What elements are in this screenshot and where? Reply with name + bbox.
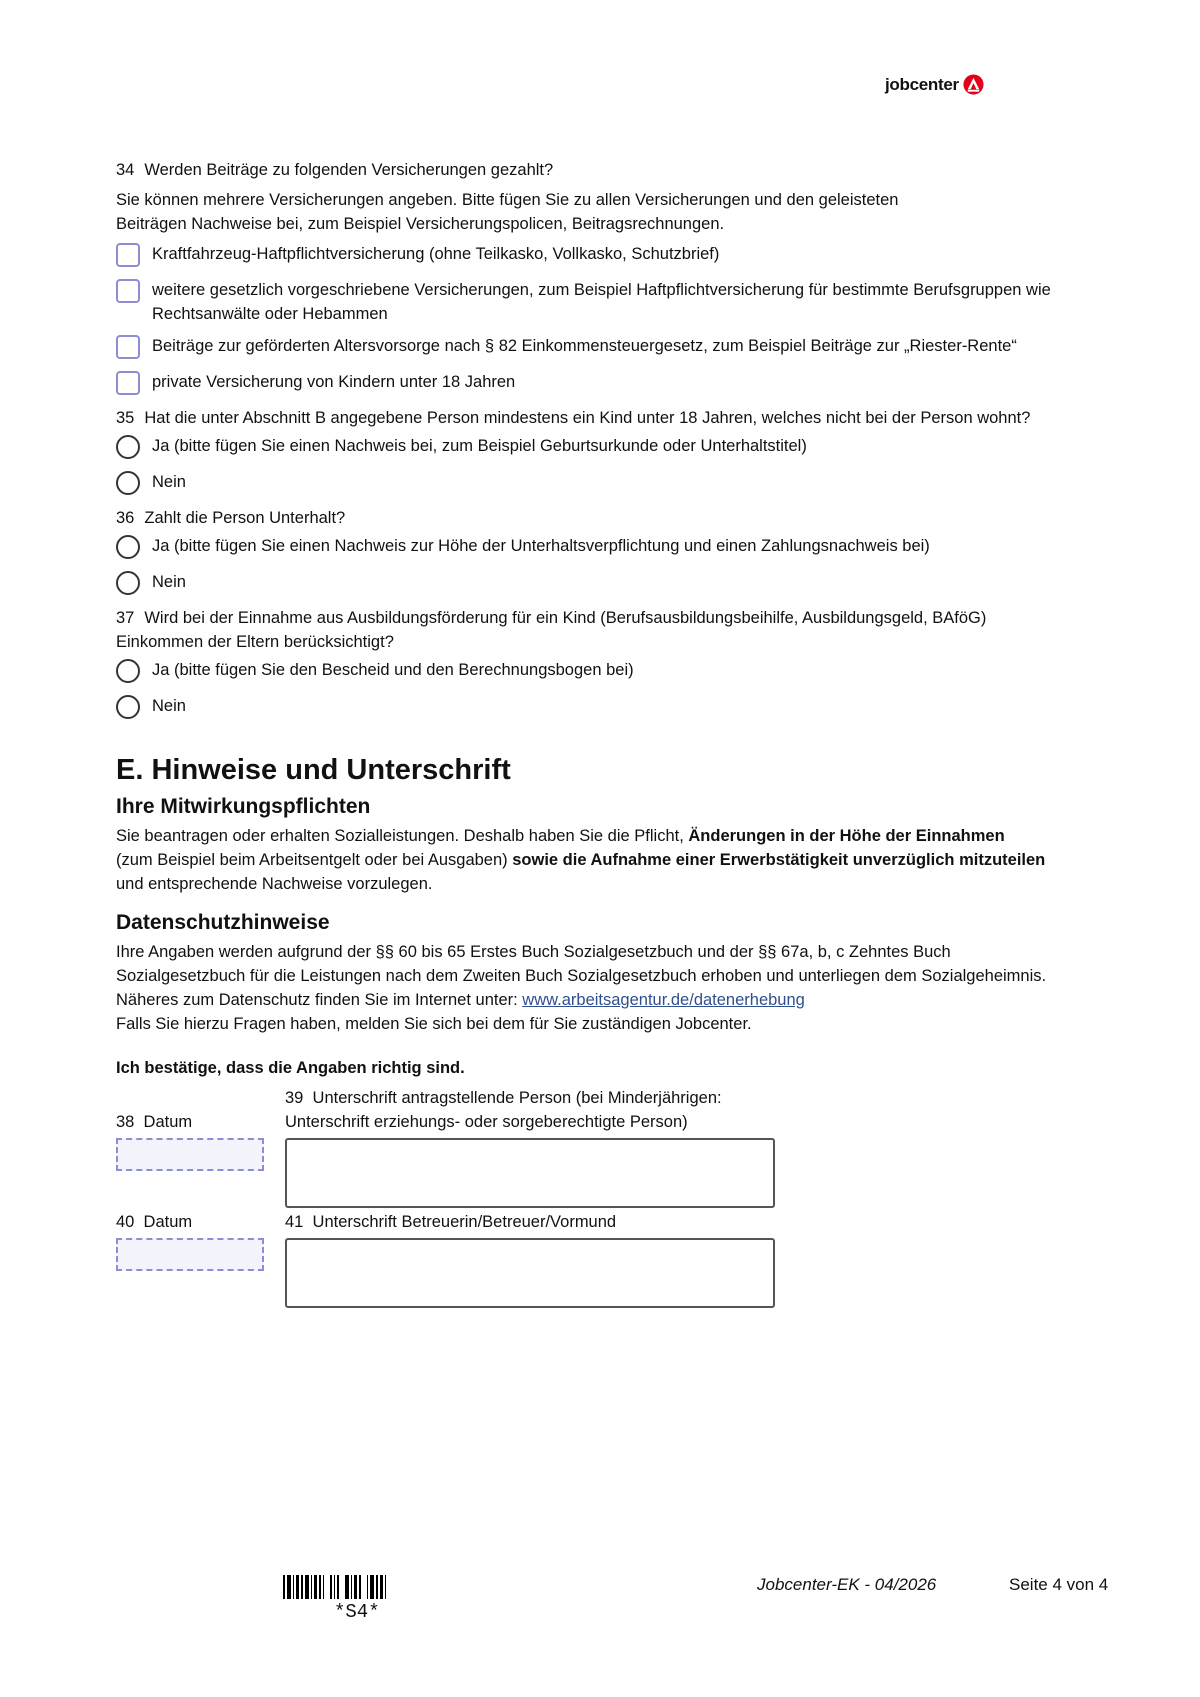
agency-logo-icon — [963, 74, 984, 95]
option-label: weitere gesetzlich vorgeschriebene Versicherungen, zum Beispiel Haftpflichtversicherung für bestimmte Berufsgruppen wie Rechtsanwälte oder Hebammen — [152, 281, 1051, 323]
duties-text-2: (zum Beispiel beim Arbeitsentgelt oder bei Ausgaben) — [116, 851, 513, 869]
radio-button[interactable] — [116, 535, 140, 559]
privacy-link[interactable]: www.arbeitsagentur.de/datenerhebung — [522, 991, 805, 1009]
privacy-line-2: Sozialgesetzbuch für die Leistungen nach dem Zweiten Buch Sozialgesetzbuch erhoben und unterliegen dem Sozialgeheimnis. — [116, 967, 1047, 985]
form-identifier: Jobcenter-EK - 04/2026 — [757, 1575, 937, 1594]
option-label: Beiträge zur geförderten Altersvorsorge nach § 82 Einkommensteuergesetz, zum Beispiel Beiträge zur „Riester-Rente“ — [152, 337, 1017, 355]
question-34-hint-line1: Sie können mehrere Versicherungen angeben. Bitte fügen Sie zu allen Versicherungen und den geleisteten — [116, 191, 899, 209]
insurance-option-children[interactable] — [116, 370, 1116, 398]
q37-option-no[interactable] — [116, 694, 1116, 722]
signature-row-2 — [116, 1210, 1116, 1310]
page-number: Seite 4 von 4 — [1009, 1575, 1109, 1594]
field-label-text-line2: Unterschrift erziehungs- oder sorgeberechtigte Person) — [285, 1113, 688, 1131]
question-36-title — [116, 506, 1116, 530]
q36-option-no[interactable] — [116, 570, 1116, 598]
checkbox[interactable] — [116, 371, 140, 395]
option-label: Ja (bitte fügen Sie einen Nachweis zur Höhe der Unterhaltsverpflichtung und einen Zahlungsnachweis bei) — [152, 537, 930, 555]
q35-option-yes[interactable] — [116, 434, 1116, 462]
signature-field-41[interactable] — [285, 1238, 775, 1308]
privacy-line-1: Ihre Angaben werden aufgrund der §§ 60 bis 65 Erstes Buch Sozialgesetzbuch und der §§ 67a, b, c Zehntes Buch — [116, 943, 951, 961]
privacy-heading: Datenschutzhinweise — [116, 911, 330, 934]
signature-field-39[interactable] — [285, 1138, 775, 1208]
field-number: 39 — [285, 1089, 304, 1107]
option-label: Ja (bitte fügen Sie den Bescheid und den Berechnungsbogen bei) — [152, 661, 634, 679]
barcode-text: *S4* — [334, 1601, 380, 1623]
question-37-title — [116, 606, 1116, 630]
option-label: Nein — [152, 697, 186, 715]
q36-option-yes[interactable] — [116, 534, 1116, 562]
radio-button[interactable] — [116, 471, 140, 495]
field-38-label — [116, 1110, 192, 1134]
field-label-text: Datum — [143, 1213, 193, 1231]
question-34-hint-line2: Beiträgen Nachweise bei, zum Beispiel Versicherungspolicen, Beitragsrechnungen. — [116, 215, 725, 233]
radio-button[interactable] — [116, 659, 140, 683]
question-number: 34 — [116, 161, 135, 179]
question-35-title — [116, 406, 1116, 430]
option-label: Ja (bitte fügen Sie einen Nachweis bei, zum Beispiel Geburtsurkunde oder Unterhaltstitel) — [152, 437, 807, 455]
question-text: Werden Beiträge zu folgenden Versicherungen gezahlt? — [144, 161, 554, 179]
checkbox[interactable] — [116, 243, 140, 267]
field-number: 38 — [116, 1113, 135, 1131]
page-footer — [0, 1575, 1200, 1635]
checkbox[interactable] — [116, 279, 140, 303]
duties-bold-2: sowie die Aufnahme einer Erwerbstätigkeit unverzüglich mitzuteilen — [512, 851, 1046, 869]
question-text: Hat die unter Abschnitt B angegebene Person mindestens ein Kind unter 18 Jahren, welches nicht bei der Person wohnt? — [144, 409, 1031, 427]
field-label-text: Datum — [143, 1113, 193, 1131]
duties-bold-1: Änderungen in der Höhe der Einnahmen — [688, 827, 1005, 845]
privacy-line-3: Näheres zum Datenschutz finden Sie im Internet unter: — [116, 991, 523, 1009]
insurance-option-kfz[interactable] — [116, 242, 1116, 270]
field-39-label — [285, 1086, 722, 1134]
radio-button[interactable] — [116, 435, 140, 459]
signature-row-1 — [116, 1086, 1116, 1210]
duties-paragraph — [116, 824, 1116, 896]
field-number: 41 — [285, 1213, 304, 1231]
duties-heading: Ihre Mitwirkungspflichten — [116, 795, 371, 818]
q37-option-yes[interactable] — [116, 658, 1116, 686]
radio-button[interactable] — [116, 571, 140, 595]
date-input-40[interactable] — [116, 1238, 264, 1271]
form-content — [116, 158, 1116, 1310]
question-number: 36 — [116, 509, 135, 527]
barcode-icon — [283, 1575, 388, 1599]
question-number: 35 — [116, 409, 135, 427]
question-text: Zahlt die Person Unterhalt? — [144, 509, 346, 527]
option-label: Nein — [152, 573, 186, 591]
privacy-line-4: Falls Sie hierzu Fragen haben, melden Sie sich bei dem für Sie zuständigen Jobcenter. — [116, 1015, 752, 1033]
field-label-text: Unterschrift antragstellende Person (bei Minderjährigen: — [312, 1089, 722, 1107]
option-label: Nein — [152, 473, 186, 491]
option-label: Kraftfahrzeug-Haftpflichtversicherung (ohne Teilkasko, Vollkasko, Schutzbrief) — [152, 245, 720, 263]
insurance-option-pension[interactable] — [116, 334, 1116, 362]
question-37-title-line2: Einkommen der Eltern berücksichtigt? — [116, 633, 394, 651]
q35-option-no[interactable] — [116, 470, 1116, 498]
duties-text-1: Sie beantragen oder erhalten Sozialleistungen. Deshalb haben Sie die Pflicht, — [116, 827, 689, 845]
question-number: 37 — [116, 609, 135, 627]
duties-text-3: und entsprechende Nachweise vorzulegen. — [116, 875, 433, 893]
option-label: private Versicherung von Kindern unter 18 Jahren — [152, 373, 516, 391]
question-text: Wird bei der Einnahme aus Ausbildungsförderung für ein Kind (Berufsausbildungsbeihilfe, Ausbildungsgeld, BAföG) — [144, 609, 987, 627]
checkbox[interactable] — [116, 335, 140, 359]
radio-button[interactable] — [116, 695, 140, 719]
field-label-text: Unterschrift Betreuerin/Betreuer/Vormund — [312, 1213, 617, 1231]
section-e-heading: E. Hinweise und Unterschrift — [116, 754, 511, 786]
insurance-option-statutory[interactable] — [116, 278, 1116, 326]
logo-text: jobcenter — [885, 74, 959, 94]
privacy-paragraph — [116, 940, 1116, 1036]
jobcenter-logo — [885, 74, 984, 95]
question-34-title — [116, 158, 1116, 182]
date-input-38[interactable] — [116, 1138, 264, 1171]
field-number: 40 — [116, 1213, 135, 1231]
confirmation-statement: Ich bestätige, dass die Angaben richtig sind. — [116, 1059, 465, 1077]
field-41-label — [285, 1210, 616, 1234]
field-40-label — [116, 1210, 192, 1234]
